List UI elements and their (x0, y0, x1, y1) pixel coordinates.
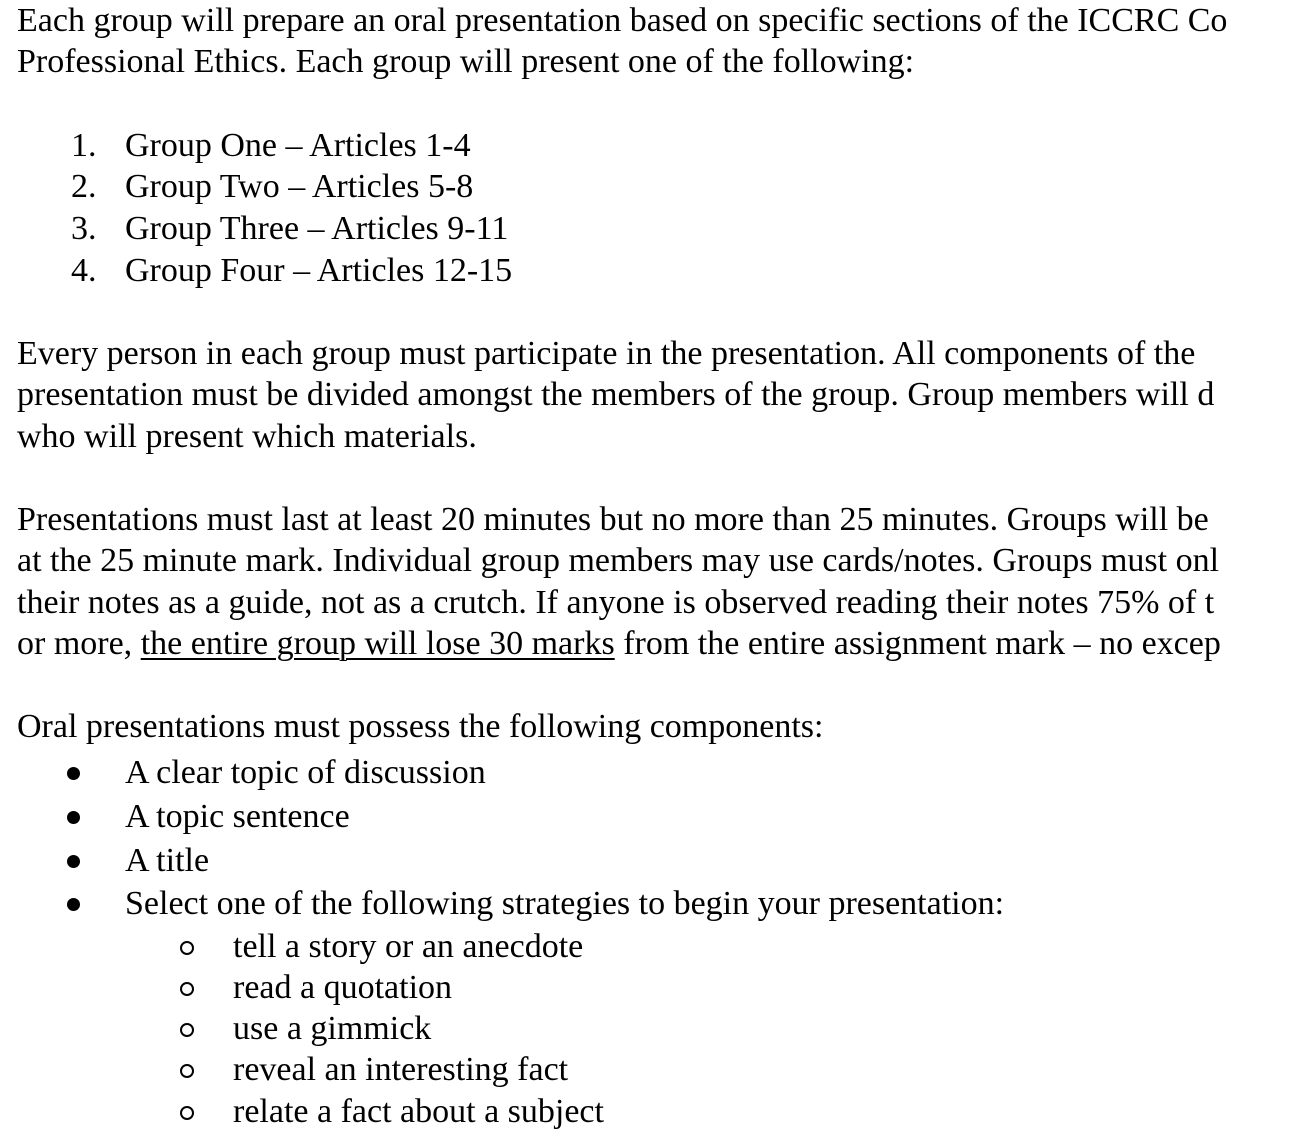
components-heading: Oral presentations must possess the following components: (17, 708, 824, 745)
list-item-text: reveal an interesting fact (233, 1051, 569, 1088)
timing-line-2: at the 25 minute mark. Individual group members may use cards/notes. Groups must onl (17, 542, 1220, 579)
list-number: 2. (71, 168, 97, 205)
hollow-bullet-icon (180, 1106, 194, 1120)
list-number: 3. (71, 210, 97, 247)
list-item-text: Group One – Articles 1-4 (125, 127, 471, 164)
hollow-bullet-icon (180, 941, 194, 955)
list-number: 4. (71, 252, 97, 289)
list-number: 1. (71, 127, 97, 164)
list-item-text: tell a story or an anecdote (233, 928, 584, 965)
participation-line-2: presentation must be divided amongst the members of the group. Group members will d (17, 376, 1215, 413)
list-item-text: Group Two – Articles 5-8 (125, 168, 474, 205)
list-item-text: relate a fact about a subject (233, 1093, 604, 1130)
penalty-underlined-text: the entire group will lose 30 marks (140, 625, 615, 662)
intro-line-2: Professional Ethics. Each group will present one of the following: (17, 43, 915, 80)
timing-line-3: their notes as a guide, not as a crutch. If anyone is observed reading their notes 75% of t (17, 584, 1215, 621)
list-item-text: A topic sentence (125, 798, 350, 835)
timing-line-1: Presentations must last at least 20 minutes but no more than 25 minutes. Groups will be (17, 501, 1209, 538)
list-item-text: Group Four – Articles 12-15 (125, 252, 513, 289)
timing-line-4 (17, 623, 1221, 664)
bullet-icon (67, 767, 80, 780)
participation-line-3: who will present which materials. (17, 418, 477, 455)
hollow-bullet-icon (180, 1023, 194, 1037)
bullet-icon (67, 855, 80, 868)
hollow-bullet-icon (180, 1064, 194, 1078)
list-item-text: read a quotation (233, 969, 453, 1006)
bullet-icon (67, 898, 80, 911)
list-item-text: A clear topic of discussion (125, 754, 486, 791)
bullet-icon (67, 811, 80, 824)
list-item-text: A title (125, 842, 210, 879)
hollow-bullet-icon (180, 982, 194, 996)
timing-line-4-end: from the entire assignment mark – no excep (614, 625, 1221, 662)
timing-line-4-start: or more, (17, 625, 141, 662)
list-item-text: Group Three – Articles 9-11 (125, 210, 509, 247)
list-item-text: Select one of the following strategies to begin your presentation: (125, 885, 1005, 922)
participation-line-1: Every person in each group must participate in the presentation. All components of the (17, 335, 1196, 372)
list-item-text: use a gimmick (233, 1010, 432, 1047)
intro-line-1: Each group will prepare an oral presentation based on specific sections of the ICCRC Co (17, 2, 1228, 39)
